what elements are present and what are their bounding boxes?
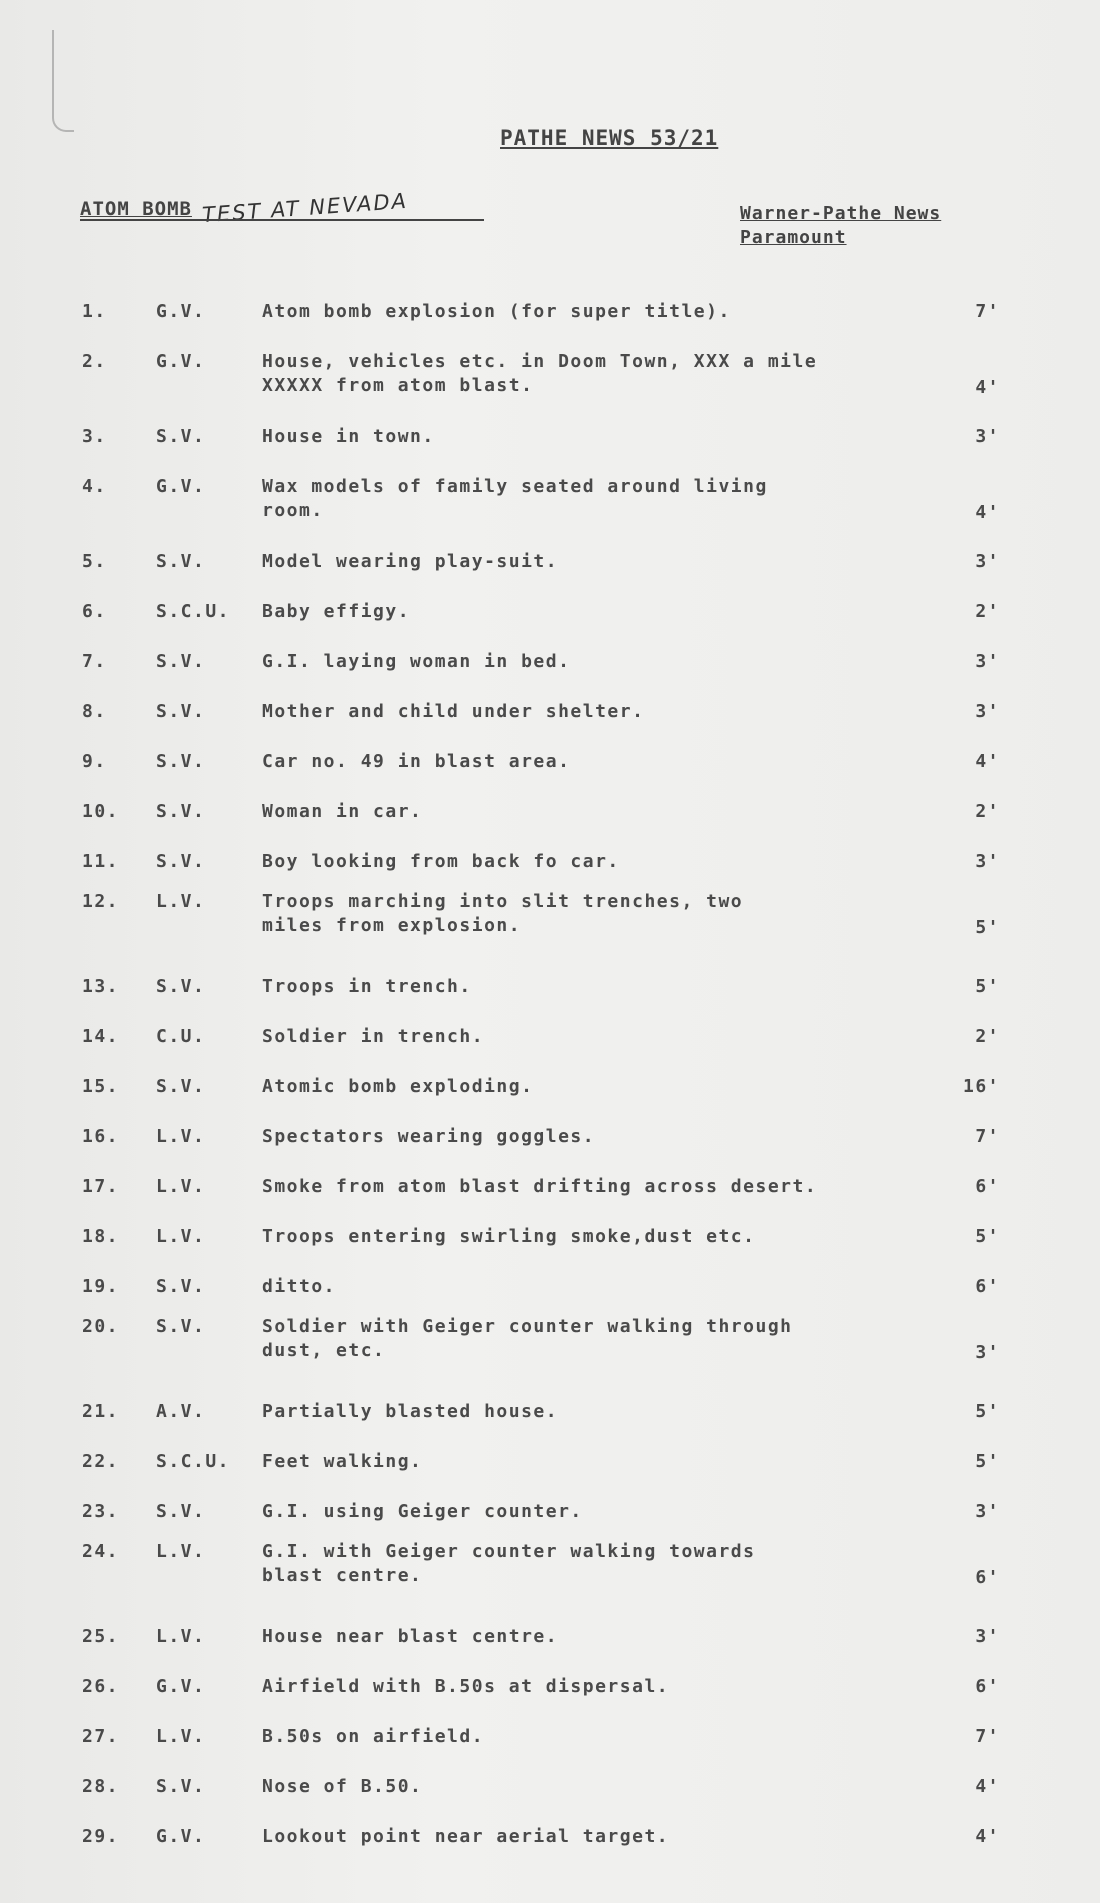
shot-length: 6' [975, 1567, 1000, 1588]
shot-number: 4. [82, 476, 107, 497]
shot-type: S.V. [156, 751, 206, 772]
shot-number: 28. [82, 1776, 120, 1797]
shot-description: G.I. with Geiger counter walking towards blast centre. [262, 1541, 756, 1586]
shot-length: 6' [975, 1676, 1000, 1697]
shot-length: 3' [975, 1501, 1000, 1522]
shot-length: 6' [975, 1176, 1000, 1197]
shot-length: 4' [975, 1776, 1000, 1797]
shot-length: 3' [975, 1342, 1000, 1363]
shot-number: 29. [82, 1826, 120, 1847]
shot-number: 16. [82, 1126, 120, 1147]
shot-type: L.V. [156, 1541, 206, 1562]
shot-number: 14. [82, 1026, 120, 1047]
producer-line: Paramount [740, 227, 847, 248]
shot-type: S.V. [156, 1276, 206, 1297]
shot-description: Spectators wearing goggles. [262, 1126, 596, 1147]
shot-type: G.V. [156, 1676, 206, 1697]
shot-description: Atomic bomb exploding. [262, 1076, 534, 1097]
shot-type: S.V. [156, 1316, 206, 1337]
shot-description: Woman in car. [262, 801, 423, 822]
shot-type: G.V. [156, 1826, 206, 1847]
shot-length: 5' [975, 976, 1000, 997]
shot-number: 25. [82, 1626, 120, 1647]
shot-number: 10. [82, 801, 120, 822]
shot-length: 2' [975, 801, 1000, 822]
shot-number: 9. [82, 751, 107, 772]
shot-type: S.V. [156, 1776, 206, 1797]
paperclip-mark [52, 30, 74, 132]
shot-length: 3' [975, 551, 1000, 572]
shot-length: 3' [975, 651, 1000, 672]
shot-number: 6. [82, 601, 107, 622]
shot-length: 4' [975, 751, 1000, 772]
shot-number: 5. [82, 551, 107, 572]
shot-description: Soldier in trench. [262, 1026, 485, 1047]
subject-typed: ATOM BOMB [80, 198, 192, 220]
shot-number: 13. [82, 976, 120, 997]
shot-type: L.V. [156, 1176, 206, 1197]
shot-length: 2' [975, 1026, 1000, 1047]
shot-type: S.V. [156, 426, 206, 447]
shot-description: House, vehicles etc. in Doom Town, XXX a mile XXXXX from atom blast. [262, 351, 818, 396]
shot-description: Wax models of family seated around living room. [262, 476, 768, 521]
shot-type: S.V. [156, 1076, 206, 1097]
shot-number: 1. [82, 301, 107, 322]
shot-type: S.V. [156, 651, 206, 672]
shot-number: 19. [82, 1276, 120, 1297]
shot-length: 7' [975, 301, 1000, 322]
shot-length: 4' [975, 377, 1000, 398]
shot-type: L.V. [156, 1726, 206, 1747]
shot-length: 5' [975, 1226, 1000, 1247]
shot-type: L.V. [156, 891, 206, 912]
shot-number: 3. [82, 426, 107, 447]
shot-type: L.V. [156, 1226, 206, 1247]
shot-length: 3' [975, 1626, 1000, 1647]
shot-type: S.V. [156, 1501, 206, 1522]
shot-number: 18. [82, 1226, 120, 1247]
shot-length: 4' [975, 1826, 1000, 1847]
shot-type: S.V. [156, 851, 206, 872]
shot-type: G.V. [156, 476, 206, 497]
producer-block [740, 202, 941, 250]
shot-number: 24. [82, 1541, 120, 1562]
shot-length: 3' [975, 851, 1000, 872]
handwritten-underline [80, 219, 484, 221]
subject-heading [80, 188, 409, 228]
shot-description: Troops marching into slit trenches, two miles from explosion. [262, 891, 744, 936]
shot-number: 8. [82, 701, 107, 722]
shot-number: 17. [82, 1176, 120, 1197]
shot-type: S.V. [156, 801, 206, 822]
shot-number: 15. [82, 1076, 120, 1097]
shot-number: 26. [82, 1676, 120, 1697]
shot-length: 5' [975, 917, 1000, 938]
producer-line: Warner-Pathe News [740, 203, 942, 224]
shot-description: Baby effigy. [262, 601, 411, 622]
shot-description: Nose of B.50. [262, 1776, 423, 1797]
shot-length: 5' [975, 1401, 1000, 1422]
shot-type: C.U. [156, 1026, 206, 1047]
shot-number: 20. [82, 1316, 120, 1337]
shot-description: G.I. using Geiger counter. [262, 1501, 583, 1522]
shot-type: S.V. [156, 701, 206, 722]
shot-number: 11. [82, 851, 120, 872]
shot-type: S.C.U. [156, 1451, 231, 1472]
shot-length: 2' [975, 601, 1000, 622]
shot-number: 21. [82, 1401, 120, 1422]
shot-length: 5' [975, 1451, 1000, 1472]
shot-number: 22. [82, 1451, 120, 1472]
shot-number: 12. [82, 891, 120, 912]
shot-type: G.V. [156, 301, 206, 322]
shot-description: Troops entering swirling smoke,dust etc. [262, 1226, 756, 1247]
shot-type: A.V. [156, 1401, 206, 1422]
shot-length: 6' [975, 1276, 1000, 1297]
shot-description: Soldier with Geiger counter walking through dust, etc. [262, 1316, 793, 1361]
shot-description: B.50s on airfield. [262, 1726, 485, 1747]
shot-type: S.V. [156, 551, 206, 572]
shot-description: Boy looking from back fo car. [262, 851, 620, 872]
shot-description: Mother and child under shelter. [262, 701, 645, 722]
shot-length: 7' [975, 1126, 1000, 1147]
shot-number: 2. [82, 351, 107, 372]
shot-description: ditto. [262, 1276, 337, 1297]
shot-length: 3' [975, 426, 1000, 447]
shot-type: G.V. [156, 351, 206, 372]
shot-type: S.V. [156, 976, 206, 997]
shot-length: 4' [975, 502, 1000, 523]
shot-description: Model wearing play-suit. [262, 551, 559, 572]
shot-description: Airfield with B.50s at dispersal. [262, 1676, 670, 1697]
shot-number: 27. [82, 1726, 120, 1747]
shot-description: Smoke from atom blast drifting across desert. [262, 1176, 818, 1197]
shot-description: Troops in trench. [262, 976, 472, 997]
shot-length: 7' [975, 1726, 1000, 1747]
shot-type: L.V. [156, 1126, 206, 1147]
shot-description: G.I. laying woman in bed. [262, 651, 571, 672]
shot-description: Atom bomb explosion (for super title). [262, 301, 731, 322]
document-title: PATHE NEWS 53/21 [500, 126, 719, 150]
shot-description: Lookout point near aerial target. [262, 1826, 670, 1847]
shot-length: 3' [975, 701, 1000, 722]
shot-description: Car no. 49 in blast area. [262, 751, 571, 772]
shot-type: L.V. [156, 1626, 206, 1647]
shot-type: S.C.U. [156, 601, 231, 622]
shot-description: House in town. [262, 426, 435, 447]
shot-number: 23. [82, 1501, 120, 1522]
subject-handwritten: TEST AT NEVADA [201, 188, 409, 228]
shot-number: 7. [82, 651, 107, 672]
shot-description: Partially blasted house. [262, 1401, 559, 1422]
shot-description: Feet walking. [262, 1451, 423, 1472]
shot-description: House near blast centre. [262, 1626, 559, 1647]
shot-length: 16' [962, 1076, 1000, 1097]
